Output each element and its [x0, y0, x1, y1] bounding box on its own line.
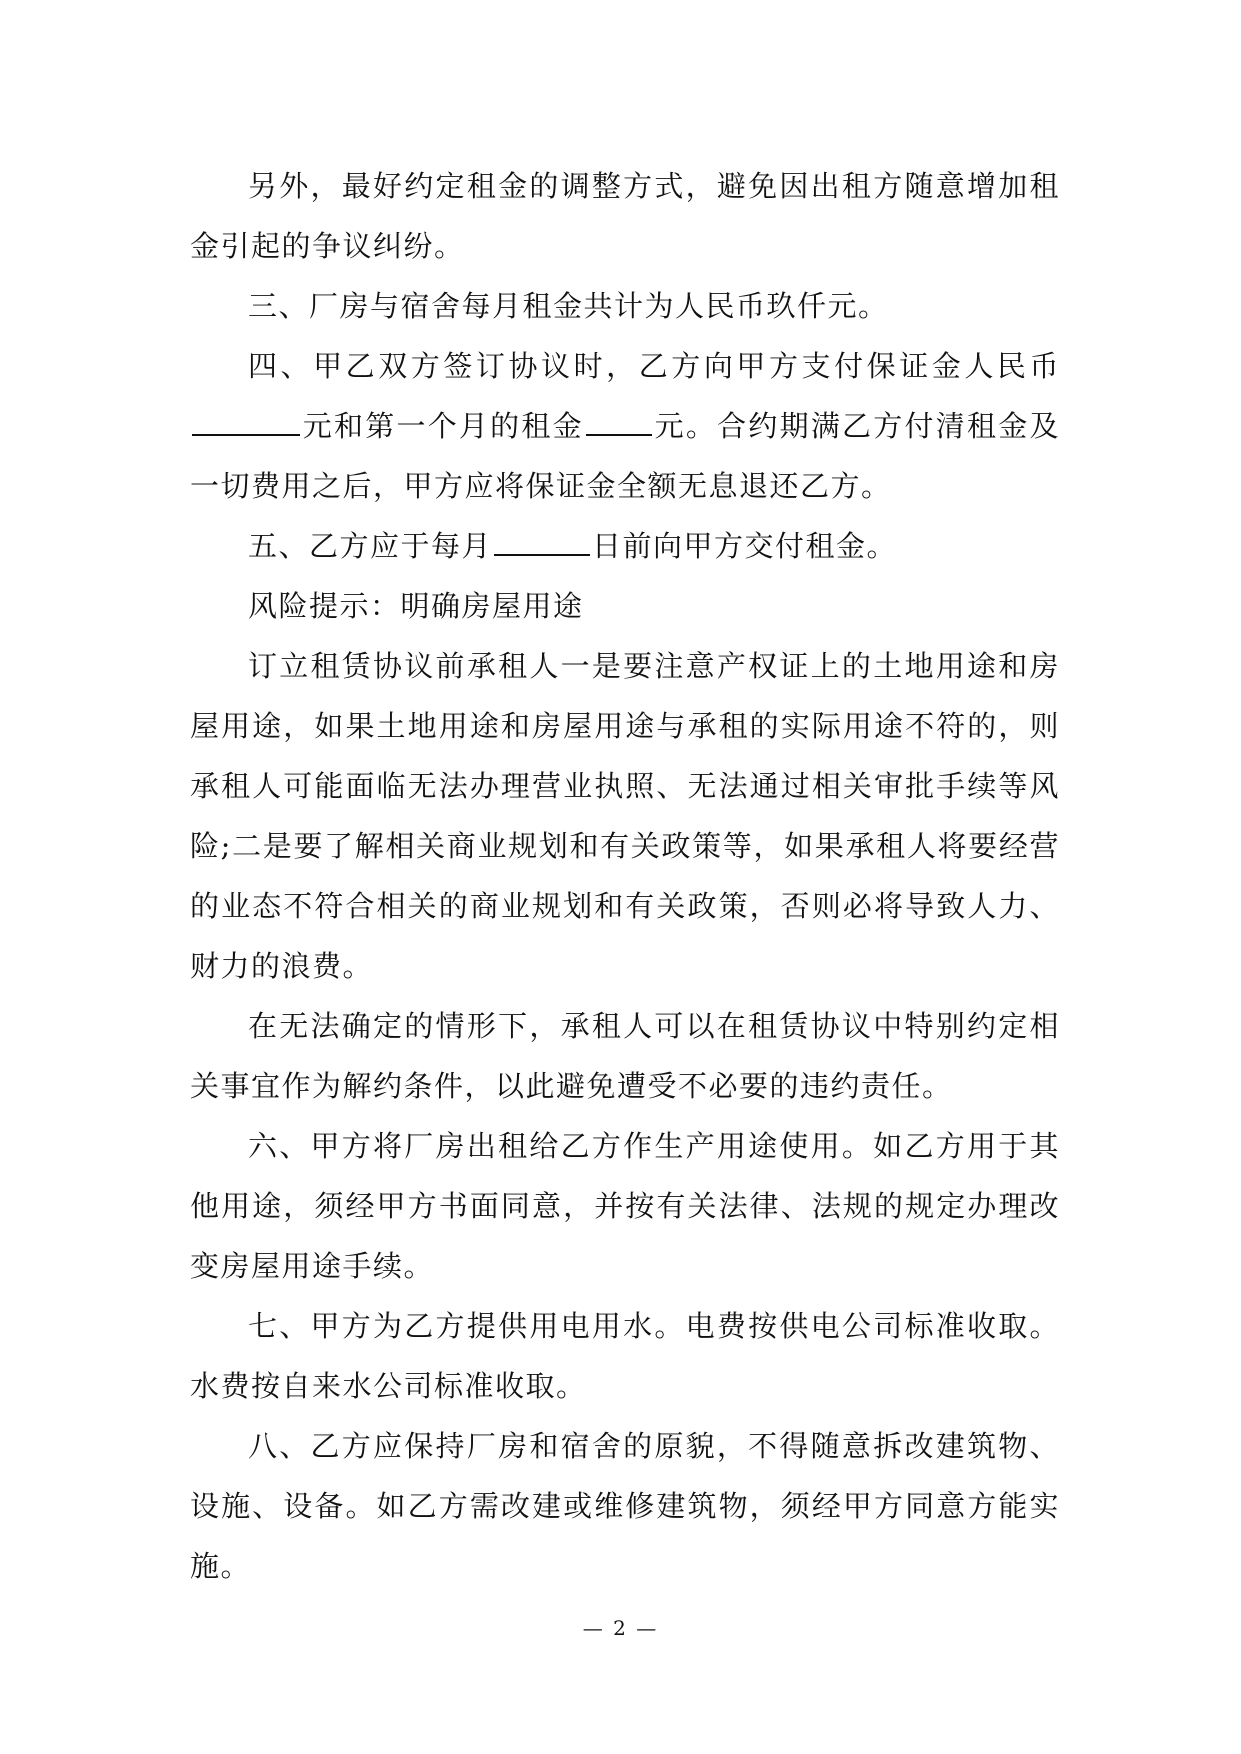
clause-5-text-1: 五、乙方应于每月 [248, 529, 493, 563]
clause-4-deposit [190, 336, 1060, 516]
clause-5-text-2: 日前向甲方交付租金。 [592, 529, 898, 563]
clause-7-utilities: 七、甲方为乙方提供用电用水。电费按供电公司标准收取。水费按自来水公司标准收取。 [190, 1309, 1060, 1403]
clause-3-monthly-rent: 三、厂房与宿舍每月租金共计为人民币玖仟元。 [248, 289, 889, 323]
clause-4-text-1: 四、甲乙双方签订协议时，乙方向甲方支付保证金人民币 [248, 349, 1060, 383]
clause-4-text-3: 元。合约期满乙方付清租金及一切费用之后，甲方应将保证金全额无息退还乙方。 [190, 409, 1060, 503]
paragraph-rent-adjustment: 另外，最好约定租金的调整方式，避免因出租方随意增加租金引起的争议纠纷。 [190, 169, 1060, 263]
first-month-rent-blank [586, 400, 652, 436]
clause-4-text-2: 元和第一个月的租金 [302, 409, 584, 443]
payment-day-blank [494, 520, 590, 556]
paragraph-termination-condition: 在无法确定的情形下，承租人可以在租赁协议中特别约定相关事宜作为解约条件，以此避免遭受不必要的违约责任。 [190, 1009, 1060, 1103]
paragraph-usage-risk: 订立租赁协议前承租人一是要注意产权证上的土地用途和房屋用途，如果土地用途和房屋用途与承租的实际用途不符的，则承租人可能面临无法办理营业执照、无法通过相关审批手续等风险;二是要了解相关商业规划和有关政策等，如果承租人将要经营的业态不符合相关的商业规划和有关政策，否则必将导致人力、财力的浪费。 [190, 649, 1060, 983]
risk-tip-heading: 风险提示：明确房屋用途 [248, 589, 584, 623]
page-number: — 2 — [582, 1616, 659, 1640]
document-body [190, 156, 1060, 1596]
deposit-amount-blank [192, 400, 300, 436]
clause-8-alterations: 八、乙方应保持厂房和宿舍的原貌，不得随意拆改建筑物、设施、设备。如乙方需改建或维修建筑物，须经甲方同意方能实施。 [190, 1429, 1060, 1583]
clause-6-usage: 六、甲方将厂房出租给乙方作生产用途使用。如乙方用于其他用途，须经甲方书面同意，并按有关法律、法规的规定办理改变房屋用途手续。 [190, 1129, 1060, 1283]
clause-5-payment-day [190, 516, 1060, 576]
